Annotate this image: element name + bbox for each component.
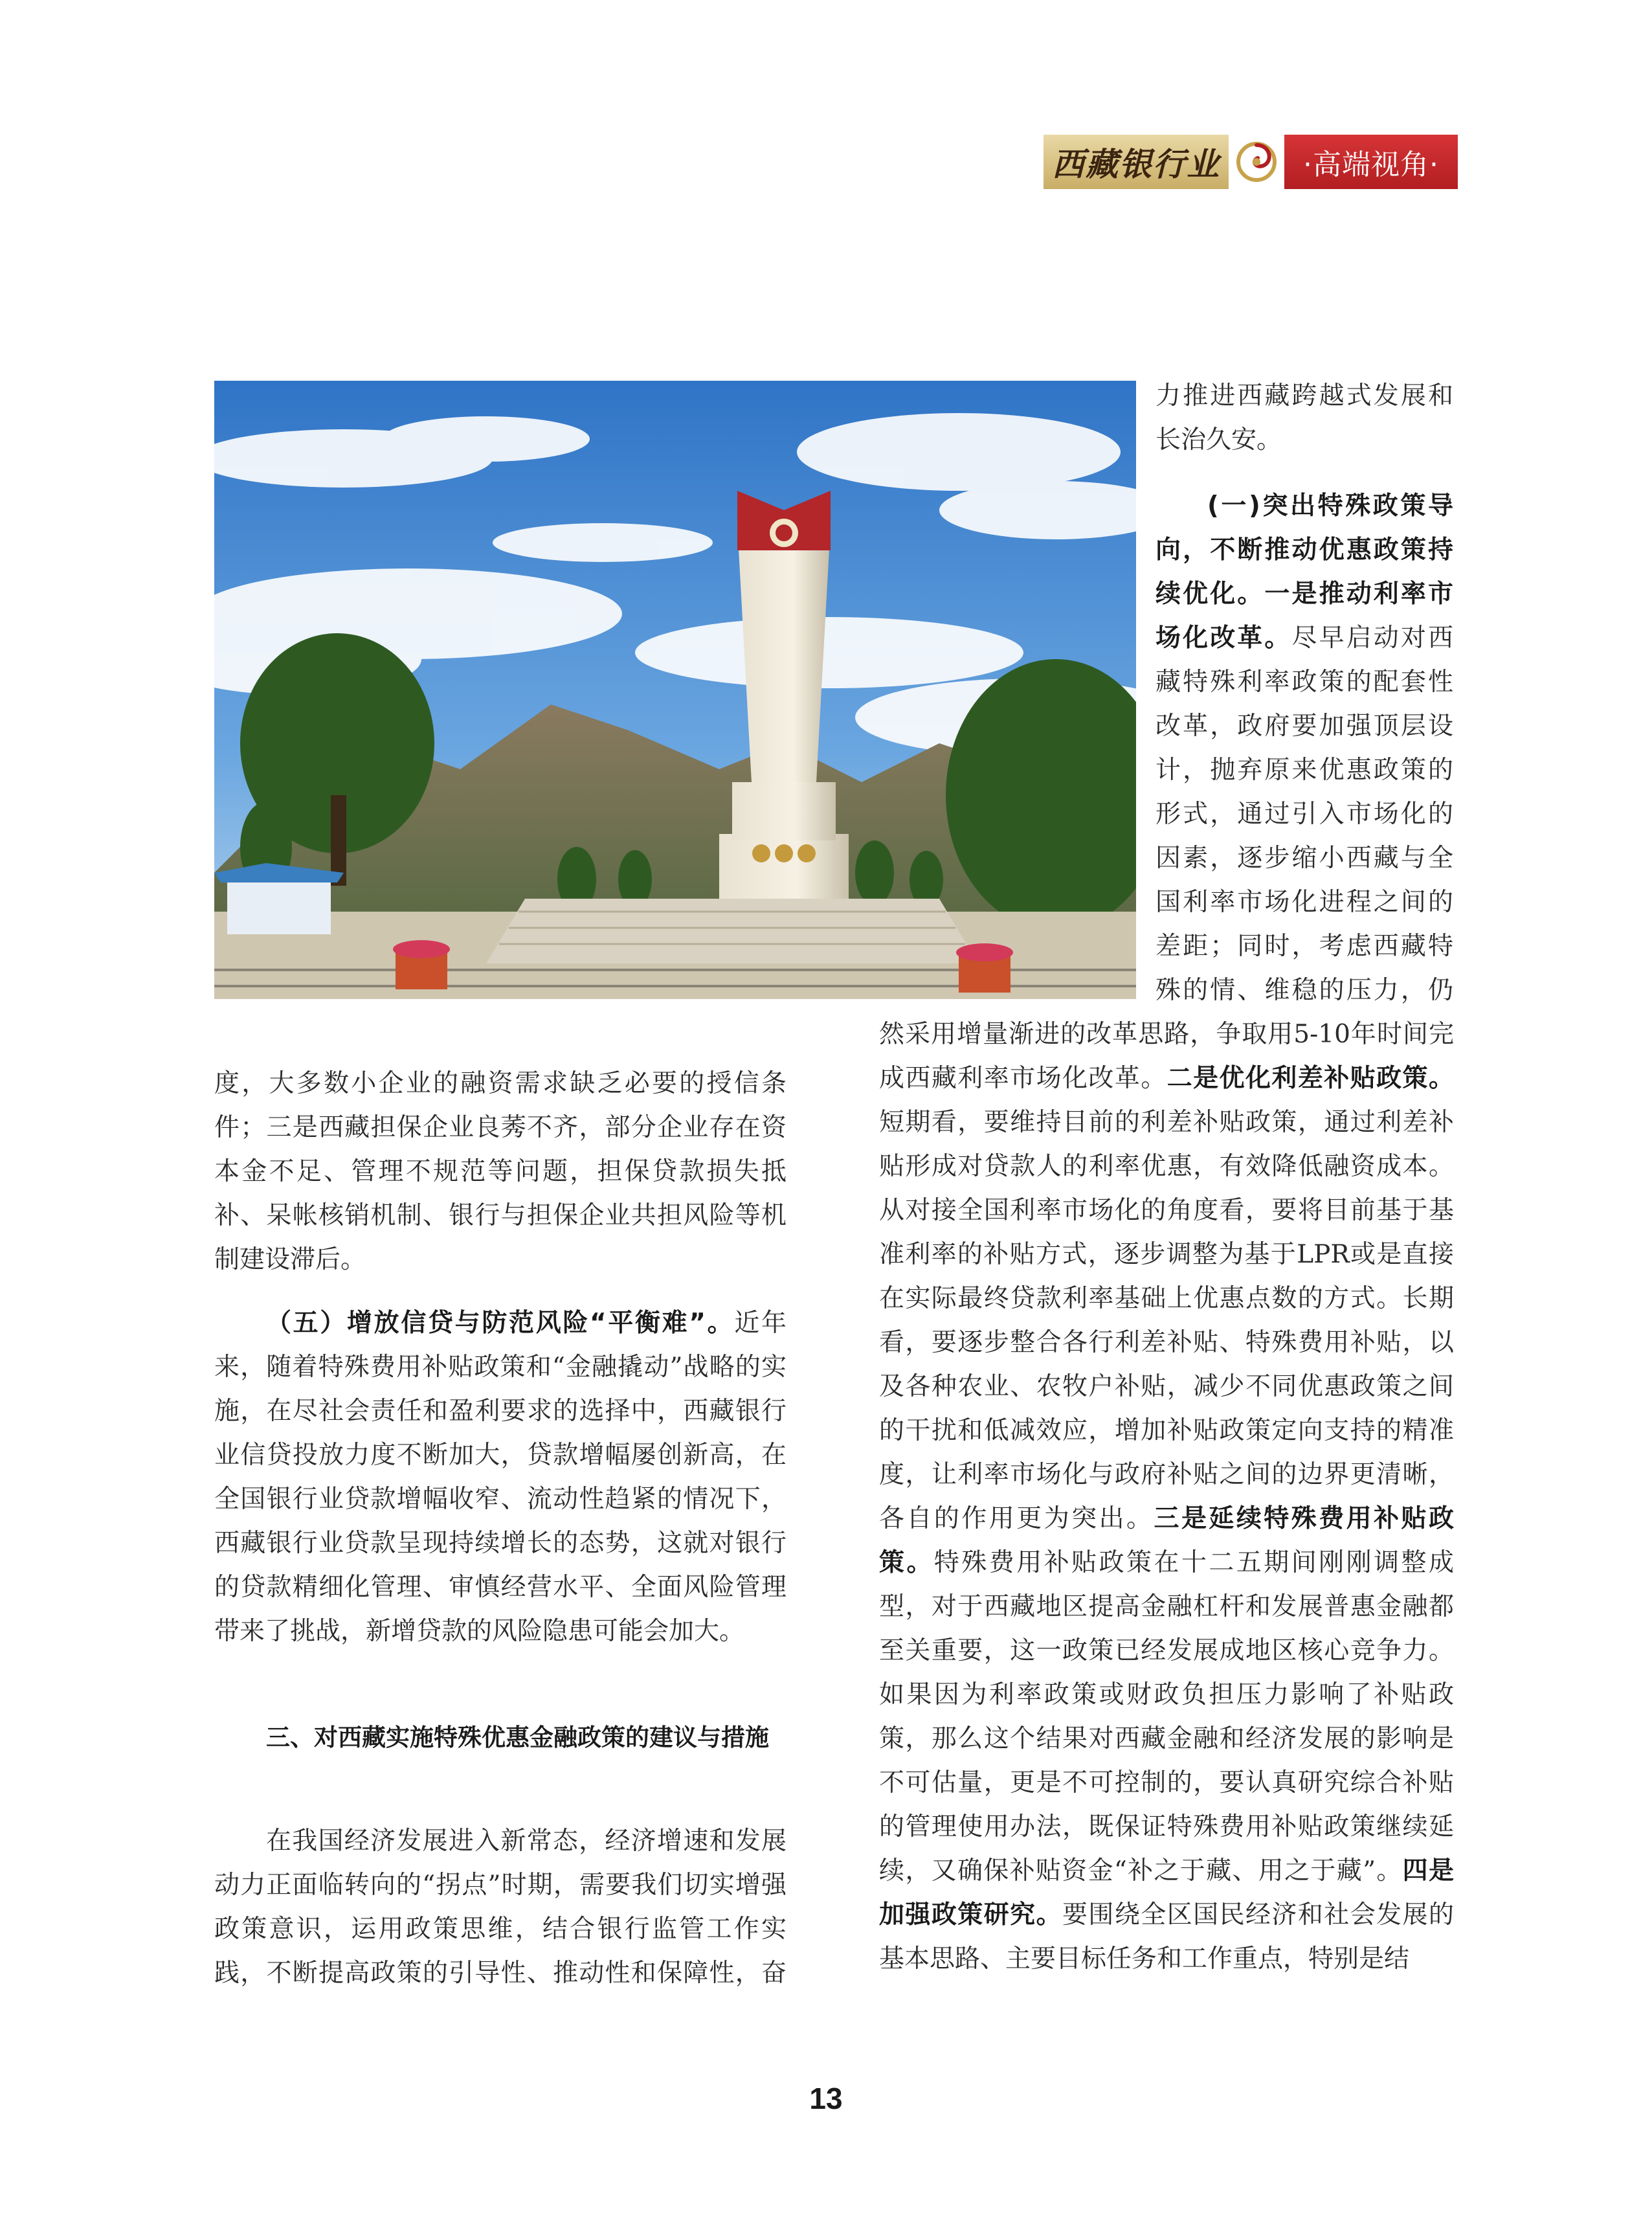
right-top-para-2 xyxy=(1155,484,1453,1013)
page-number: 13 xyxy=(809,2082,843,2115)
right-bottom-text-3: 特殊费用补贴政策在十二五期间刚刚调整成型，对于西藏地区提高金融杠杆和发展普惠金融都至关重要，这一政策已经发展成地区核心竞争力。如果因为利率政策或财政负担压力影响了补贴政策，那么这个结果对西藏金融和经济发展的影响是不可估量，更是不可控制的，要认真研究综合补贴的管理使用办法，既保证特殊费用补贴政策继续延续，又确保补贴资金“补之于藏、用之于藏”。 xyxy=(879,1548,1454,1885)
left-para-1: 度，大多数小企业的融资需求缺乏必要的授信条件；三是西藏担保企业良莠不齐，部分企业存在资本金不足、管理不规范等问题，担保贷款损失抵补、呆帐核销机制、银行与担保企业共担风险等机制建设滞后。 xyxy=(214,1069,787,1274)
right-bottom-bold-2: 三是延续特殊费用补贴政策。 xyxy=(879,1504,1454,1577)
brand-title: 西藏银行业 xyxy=(1044,135,1229,189)
left-bold-1: （五）增放信贷与防范风险“平衡难”。 xyxy=(266,1309,735,1338)
left-para-2 xyxy=(214,1301,787,1654)
right-bottom-bold-1: 二是优化利差补贴政策。 xyxy=(1166,1064,1454,1093)
section-label: ·高端视角· xyxy=(1284,135,1458,189)
left-text-1: 近年来，随着特殊费用补贴政策和“金融撬动”战略的实施，在尽社会责任和盈利要求的选择中，西藏银行业信贷投放力度不断加大，贷款增幅屡创新高，在全国银行业贷款增幅收窄、流动性趋紧的情况下，西藏银行业贷款呈现持续增长的态势，这就对银行的贷款精细化管理、审慎经营水平、全面风险管理带来了挑战，新增贷款的风险隐患可能会加大。 xyxy=(214,1309,787,1646)
right-bottom-bold-3: 四是加强政策研究。 xyxy=(879,1856,1454,1929)
right-bottom-text-4: 要围绕全区国民经济和社会发展的基本思路、主要目标任务和工作重点，特别是结 xyxy=(879,1900,1454,1973)
right-bottom-para xyxy=(879,1013,1454,1981)
left-para-3: 在我国经济发展进入新常态，经济增速和发展动力正面临转向的“拐点”时期，需要我们切实增强政策意识，运用政策思维，结合银行监管工作实践，不断提高政策的引导性、推动性和保障性，奋 xyxy=(214,1827,787,1988)
right-bottom-text-2: 短期看，要维持目前的利差补贴政策，通过利差补贴形成对贷款人的利率优惠，有效降低融资成本。从对接全国利率市场化的角度看，要将目前基于基准利率的补贴方式，逐步调整为基于LPR或是直接在实际最终贷款利率基础上优惠点数的方式。长期看，要逐步整合各行利差补贴、特殊费用补贴，以及各种农业、农牧户补贴，减少不同优惠政策之间的干扰和低减效应，增加补贴政策定向支持的精准度，让利率市场化与政府补贴之间的边界更清晰，各自的作用更为突出。 xyxy=(879,1108,1454,1533)
header-badge xyxy=(1044,135,1458,189)
right-bottom-text-1: 然采用增量渐进的改革思路，争取用5-10年时间完成西藏利率市场化改革。 xyxy=(879,1020,1454,1093)
section-heading: 三、对西藏实施特殊优惠金融政策的建议与措施 xyxy=(266,1724,769,1751)
monument-photo xyxy=(214,381,1136,999)
swirl-emblem-icon xyxy=(1229,135,1284,189)
right-top-para-1: 力推进西藏跨越式发展和长治久安。 xyxy=(1155,381,1453,455)
right-top-bold-1: (一)突出特殊政策导向，不断推动优惠政策持续优化。一是推动利率市场化改革。 xyxy=(1155,491,1453,653)
right-top-text-1: 尽早启动对西藏特殊利率政策的配套性改革，政府要加强顶层设计，抛弃原来优惠政策的形式，通过引入市场化的因素，逐步缩小西藏与全国利率市场化进程之间的差距；同时，考虑西藏特殊的情、维稳的压力，仍 xyxy=(1155,624,1453,1005)
